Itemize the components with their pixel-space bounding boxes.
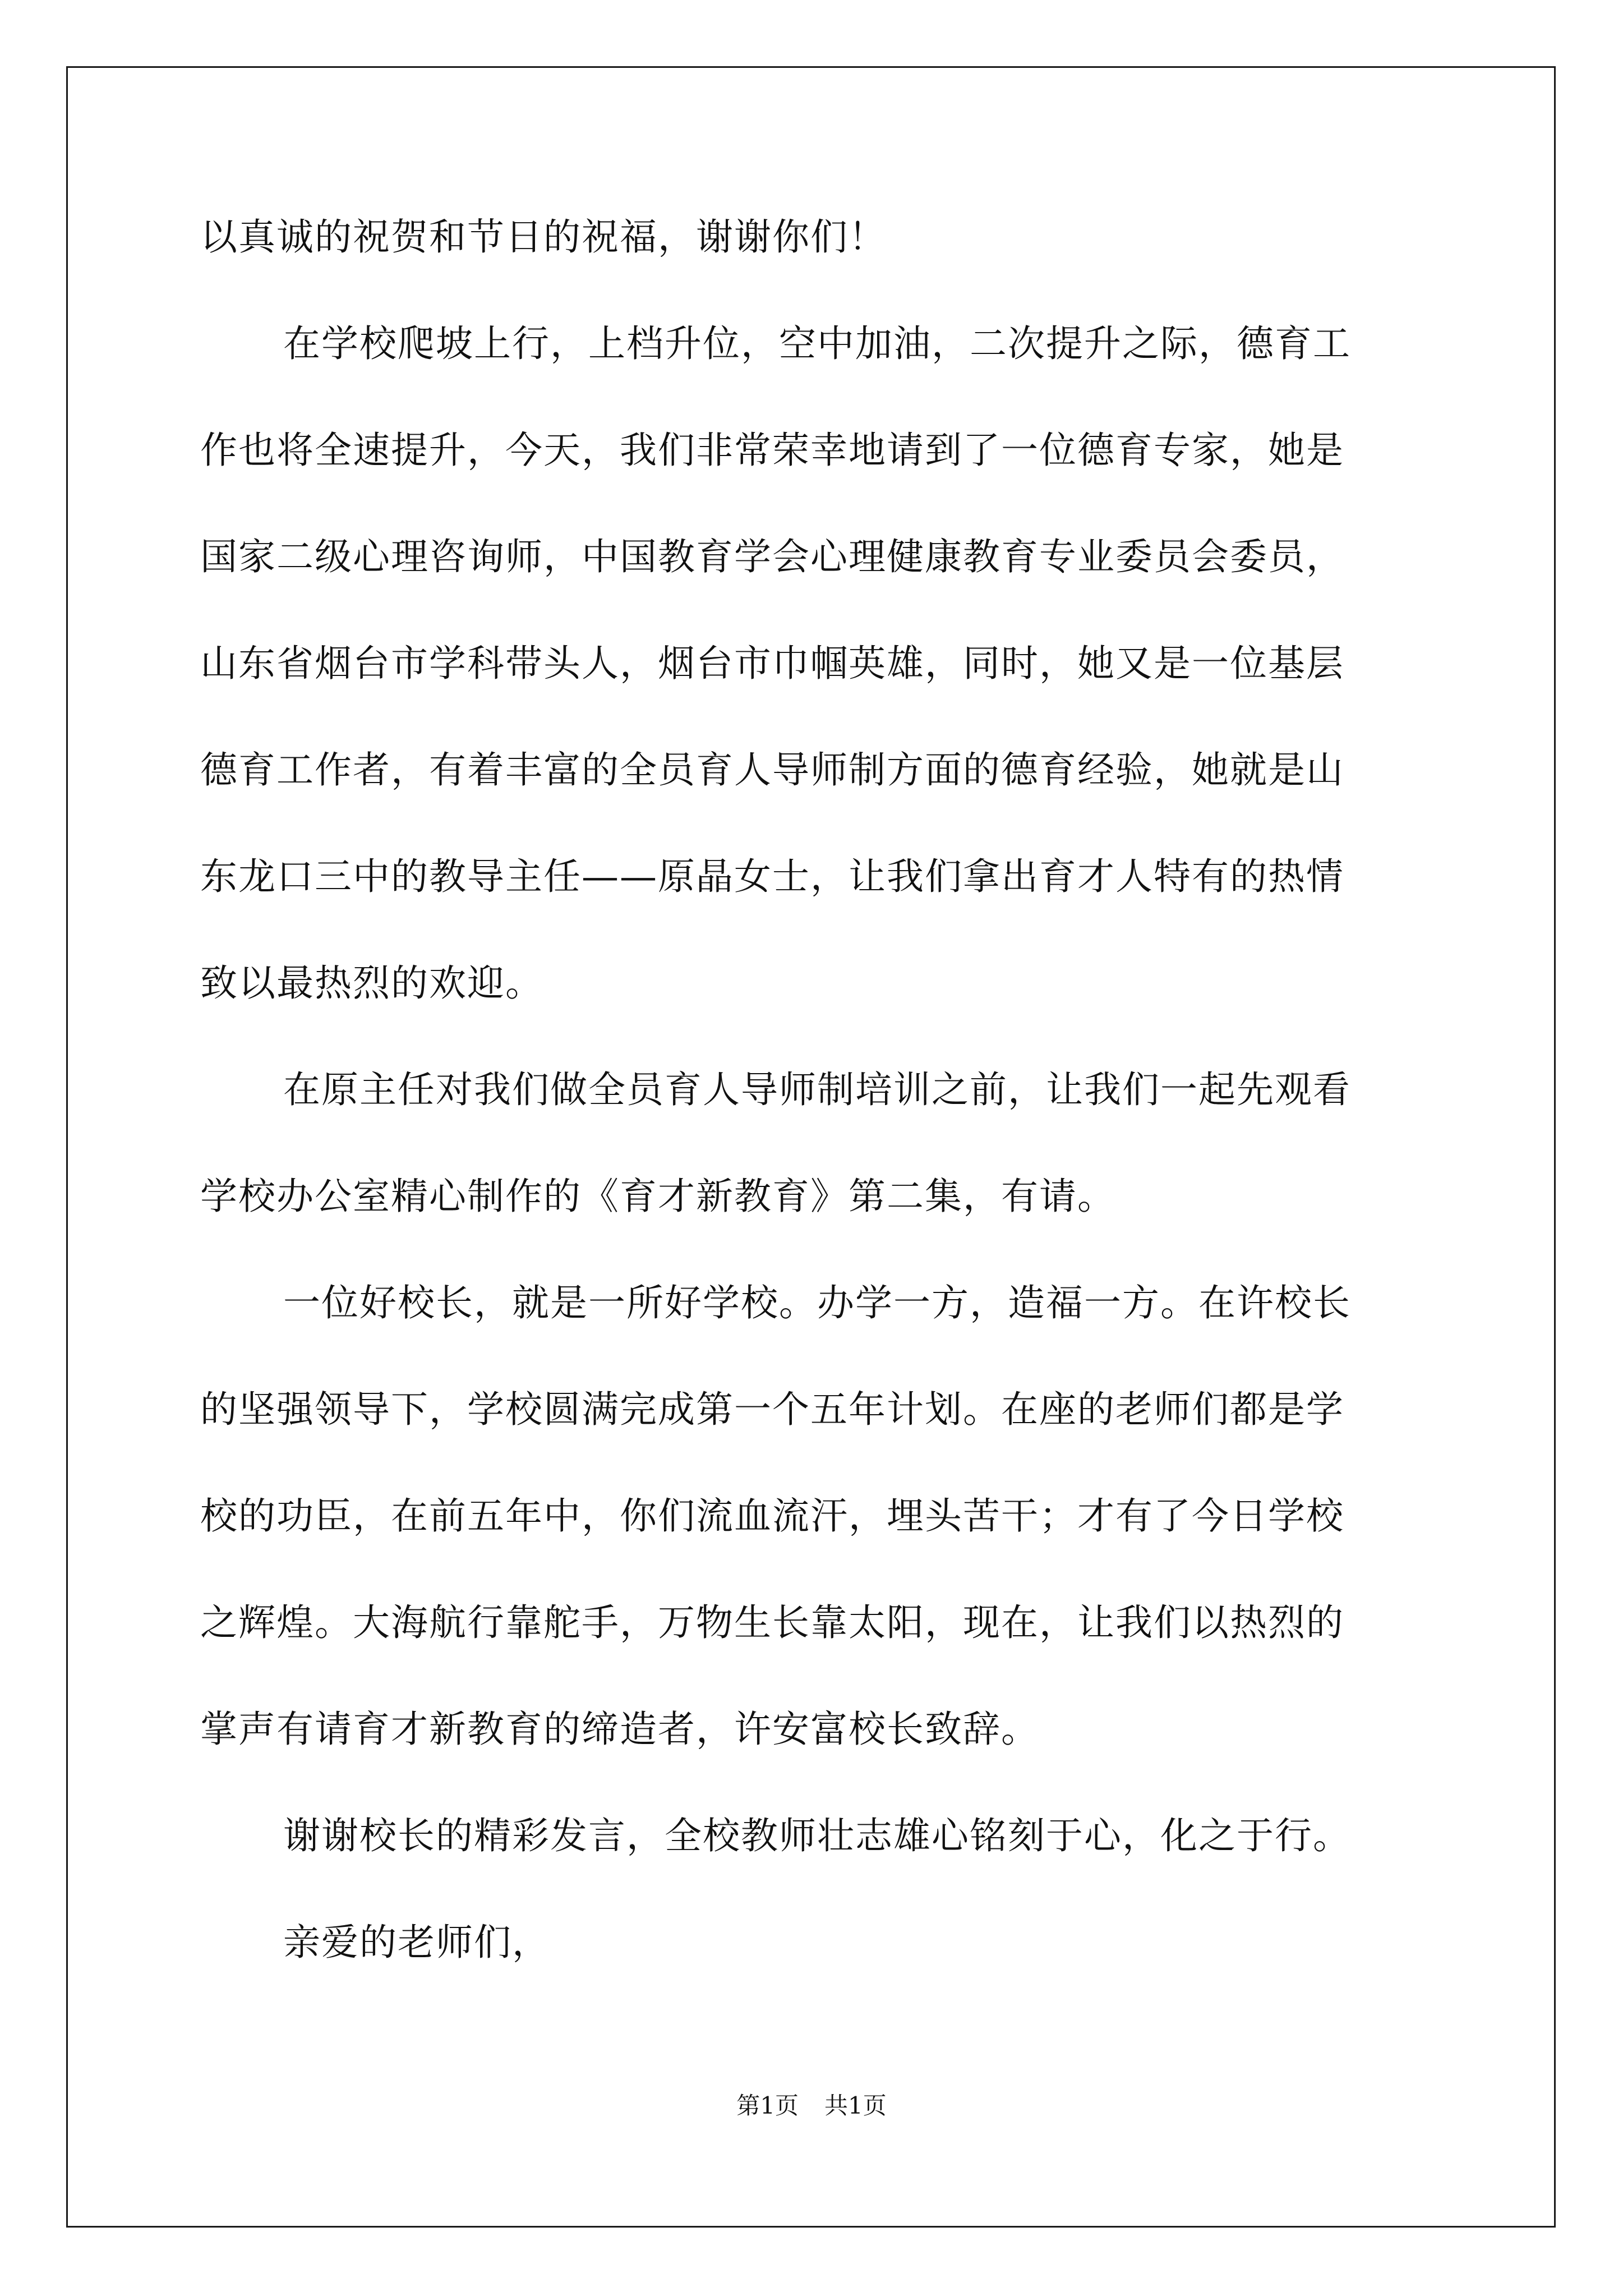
text-line: 德育工作者，有着丰富的全员育人导师制方面的德育经验，她就是山 xyxy=(200,748,1344,792)
text-line: 之辉煌。大海航行靠舵手，万物生长靠太阳，现在，让我们以热烈的 xyxy=(200,1601,1344,1644)
text-line: 致以最热烈的欢迎。 xyxy=(200,961,543,1005)
text-line: 亲爱的老师们， xyxy=(283,1921,550,1964)
text-line: 谢谢校长的精彩发言，全校教师壮志雄心铭刻于心，化之于行。 xyxy=(283,1814,1351,1857)
text-line: 一位好校长，就是一所好学校。办学一方，造福一方。在许校长 xyxy=(283,1281,1351,1324)
page-number: 第1页 xyxy=(736,2092,799,2119)
text-line: 在原主任对我们做全员育人导师制培训之前，让我们一起先观看 xyxy=(283,1068,1351,1111)
text-line: 国家二级心理咨询师，中国教育学会心理健康教育专业委员会委员， xyxy=(200,535,1344,578)
page-border xyxy=(66,66,1556,2228)
text-line: 掌声有请育才新教育的缔造者，许安富校长致辞。 xyxy=(200,1708,1039,1751)
text-line: 的坚强领导下，学校圆满完成第一个五年计划。在座的老师们都是学 xyxy=(200,1388,1344,1431)
text-line: 东龙口三中的教导主任——原晶女士，让我们拿出育才人特有的热情 xyxy=(200,855,1344,898)
text-line: 校的功臣，在前五年中，你们流血流汗，埋头苦干；才有了今日学校 xyxy=(200,1494,1344,1538)
text-line: 学校办公室精心制作的《育才新教育》第二集，有请。 xyxy=(200,1175,1115,1218)
page-total: 共1页 xyxy=(824,2092,887,2119)
page-footer xyxy=(0,2089,1623,2123)
text-line: 以真诚的祝贺和节日的祝福，谢谢你们！ xyxy=(200,215,887,259)
text-line: 作也将全速提升，今天，我们非常荣幸地请到了一位德育专家，她是 xyxy=(200,429,1344,472)
text-line: 在学校爬坡上行，上档升位，空中加油，二次提升之际，德育工 xyxy=(283,322,1351,365)
text-line: 山东省烟台市学科带头人，烟台市巾帼英雄，同时，她又是一位基层 xyxy=(200,642,1344,685)
